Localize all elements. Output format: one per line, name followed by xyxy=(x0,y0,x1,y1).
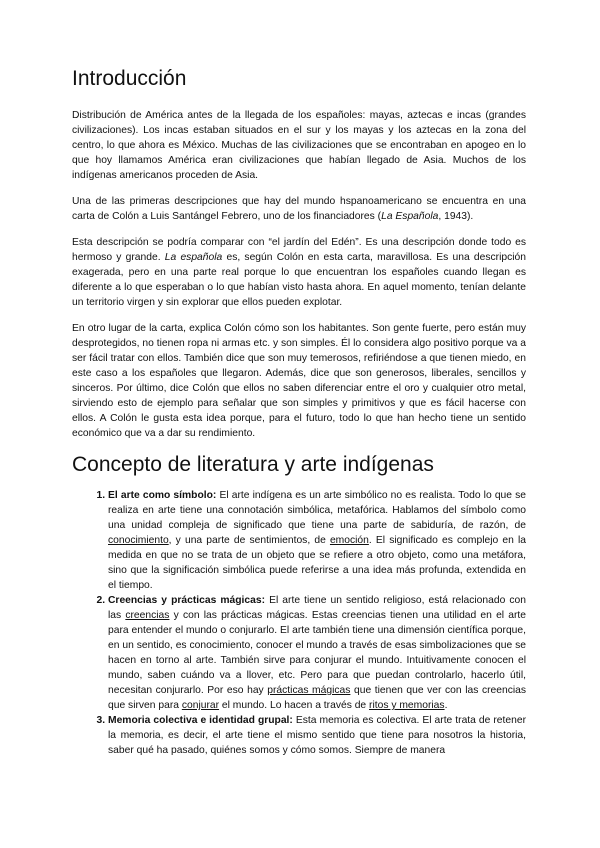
concept-list xyxy=(72,488,526,758)
text: Esta descripción se podría comparar con “el jardín del Edén”. Es una descripción donde todo es hermoso y grande. xyxy=(72,237,526,263)
underlined-term: ritos y memorias xyxy=(369,700,445,711)
paragraph-jardin-eden xyxy=(72,235,526,310)
text: , y una parte de sentimientos, de xyxy=(168,535,330,546)
paragraph-distribucion: Distribución de América antes de la llegada de los españoles: mayas, aztecas e incas (grandes civilizaciones). Los incas estaban situados en el sur y los mayas y los aztecas en la zona del centro, lo que ahora es México. Muchas de las civilizaciones que se encontraban en apogeo en lo que hoy llamamos América eran civilizaciones que habían llegado de Asia. Muchos de los indígenas americanos proceden de Asia. xyxy=(72,110,526,181)
list-item-creencias xyxy=(108,593,526,713)
text: , 1943). xyxy=(438,211,474,222)
underlined-term: conjurar xyxy=(181,700,220,711)
text: Esta memoria es colectiva. El arte trata de retener la memoria, es decir, el arte tiene el mismo sentido que tiene para nosotros la historia, saber qué ha pasado, quiénes somos y cómo somos. Siempre de manera xyxy=(108,715,527,756)
text: y con las prácticas mágicas. Estas creencias tienen una utilidad en el arte para entender el mundo o conjurarlo. El arte también tiene una dimensión científica porque, en un sentido, es conocimiento, conocer el mundo a través de esas simbolizaciones que se hacen en torno al arte. También sirve para conjurar el mundo. Intuitivamente conocen el mundo, saben cuándo va a llover, etc. Pero para que puedan controlarlo, hacerlo útil, necesitan conjurarlo. Por eso hay xyxy=(108,610,527,696)
underlined-term: creencias xyxy=(125,610,170,621)
text: el mundo. Lo hacen a través de xyxy=(219,700,370,711)
book-title: La española xyxy=(164,252,223,263)
book-title: La Española xyxy=(381,211,439,222)
heading-concepto: Concepto de literatura y arte indígenas xyxy=(72,453,434,476)
underlined-term: emoción xyxy=(329,535,369,546)
text: Una de las primeras descripciones que hay del mundo hspanoamericano se encuentra en una carta de Colón a Luis Santángel Febrero, uno de los financiadores ( xyxy=(72,196,526,222)
underlined-term: conocimiento xyxy=(108,535,169,546)
text: que tienen que ver con las creencias que sirven para xyxy=(108,685,527,711)
text: . El significado es complejo en la medida en que no se trata de un objeto que se refiere a otro objeto, como una metáfora, sino que la significación simbólica puede referirse a una idea más profunda, extendida en el tiempo. xyxy=(108,535,526,591)
list-item-memoria xyxy=(108,713,526,758)
paragraph-habitantes: En otro lugar de la carta, explica Colón cómo son los habitantes. Son gente fuerte, pero están muy desprotegidos, no tienen ropa ni armas etc. y son simples. Él lo considera algo positivo porque va a ser fácil tratar con ellos. También dice que son muy temerosos, refiriéndose a que tienen miedo, en este caso a los españoles que llegaron. Además, dice que son generosos, liberales, sencillos y sinceros. Por último, dice Colón que ellos no saben diferenciar entre el oro y cualquier otro metal, sirviendo esto de ejemplo para señalar que son simples y primitivos y que es fácil hacerse con ellos. A Colón le gusta esta idea porque, para el futuro, todo lo que han hecho tiene un sentido económico que va a dar su rendimiento. xyxy=(72,323,526,439)
underlined-term: prácticas mágicas xyxy=(267,685,351,696)
list-term: El arte como símbolo: xyxy=(108,490,217,501)
text: El arte tiene un sentido religioso, está relacionado con las xyxy=(108,595,526,621)
paragraph-carta-colon xyxy=(72,194,526,224)
heading-introduccion: Introducción xyxy=(72,67,187,90)
list-item-arte-simbolo xyxy=(108,488,526,593)
text: El arte indígena es un arte simbólico no es realista. Todo lo que se realiza en arte tiene una connotación simbólica, metafórica. Hablamos del símbolo como una unidad compleja de significado que tiene una parte de sabiduría, de razón, de xyxy=(108,490,526,531)
text: . xyxy=(444,700,448,711)
list-term: Memoria colectiva e identidad grupal: xyxy=(108,715,293,726)
text: es, según Colón en esta carta, maravillosa. Es una descripción exagerada, pero en una parte real porque lo que encuentran los españoles cuando llegan es diferente a lo que esperaban o lo que habían visto hasta ahora. En aquel momento, tenían delante un territorio virgen y sin explorar que ellos pueden explotar. xyxy=(72,252,526,308)
list-term: Creencias y prácticas mágicas: xyxy=(108,595,266,606)
